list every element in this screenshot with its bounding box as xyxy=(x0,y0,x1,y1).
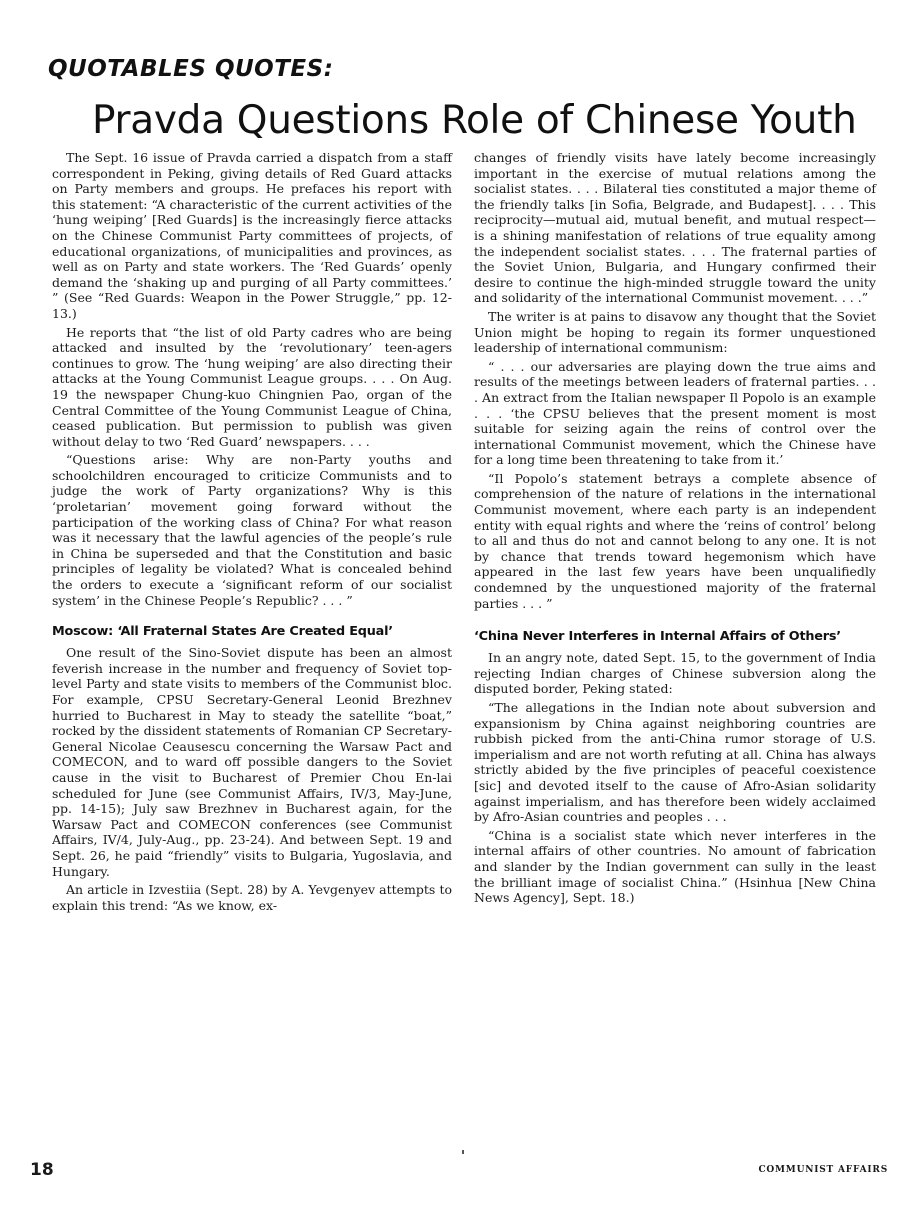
body-paragraph: One result of the Sino-Soviet dispute has been an almost feverish increase in the number and frequency of Soviet top-level Party and state visits to members of the Communist bloc. For example, CPSU Secretary-General Leonid Brezhnev hurried to Bucharest in May to steady the satellite “boat,” rocked by the dissident statements of Romanian CP Secretary-General Nicolae Ceausescu concerning the Warsaw Pact and COMECON, and to ward off possible dangers to the Soviet cause in the visit to Bucharest of Premier Chou En-lai scheduled for June (see Communist Affairs, IV/3, May-June, pp. 14-15); July saw Brezhnev in Bucharest again, for the Warsaw Pact and COMECON conferences (see Communist Affairs, IV/4, July-Aug., pp. 23-24). And between Sept. 19 and Sept. 26, he paid “friendly” visits to Bulgaria, Yugoslavia, and Hungary. xyxy=(52,645,452,879)
body-paragraph: The writer is at pains to disavow any thought that the Soviet Union might be hoping to regain its former unquestioned leadership of international communism: xyxy=(474,308,876,356)
body-paragraph: “ . . . our adversaries are playing down the true aims and results of the meetings between leaders of fraternal parties. . . . An extract from the Italian newspaper Il Popolo is an example . . . ‘the CPSU believes that the present moment is most suitable for seizing again the reins of control over the international Communist movement, which the Chinese have for a long time been threatening to take from it.’ xyxy=(474,358,876,468)
body-paragraph: “Il Popolo’s statement betrays a complete absence of comprehension of the nature of relations in the international Communist movement, where each party is an independent entity with equal rights and where the ‘reins of control’ belong to all and thus do not and cannot belong to any one. It is not by chance that trends toward hegemonism which have appeared in the last few years have been unqualifiedly condemned by the unquestioned majority of the fraternal parties . . . ” xyxy=(474,470,876,611)
left-column xyxy=(52,150,452,916)
body-paragraph: changes of friendly visits have lately become increasingly important in the exercise of mutual relations among the socialist states. . . . Bilateral ties constituted a major theme of the friendly talks [in Sofia, Belgrade, and Budapest]. . . . This reciprocity—mutual aid, mutual benefit, and mutual respect—is a shining manifestation of relations of true equality among the independent socialist states. . . . The fraternal parties of the Soviet Union, Bulgaria, and Hungary confirmed their desire to continue the high-minded struggle toward the unity and solidarity of the international Communist movement. . . .” xyxy=(474,150,876,306)
center-mark xyxy=(462,1150,464,1154)
page-number: 18 xyxy=(30,1160,54,1180)
section-kicker: QUOTABLES QUOTES: xyxy=(48,56,334,82)
body-paragraph: An article in Izvestiia (Sept. 28) by A. Yevgenyev attempts to explain this trend: “As we know, ex- xyxy=(52,882,452,913)
body-paragraph: The Sept. 16 issue of Pravda carried a dispatch from a staff correspondent in Peking, giving details of Red Guard attacks on Party members and groups. He prefaces his report with this statement: “A characteristic of the current activities of the ‘hung weiping’ [Red Guards] is the increasingly fierce attacks on the Chinese Communist Party committees of projects, of educational organizations, of municipalities and provinces, as well as on Party and state workers. The ‘Red Guards’ openly demand the ‘shaking up and purging of all Party committees.’ ” (See “Red Guards: Weapon in the Power Struggle,” pp. 12-13.) xyxy=(52,150,452,321)
right-column xyxy=(474,150,876,909)
body-paragraph: He reports that “the list of old Party cadres who are being attacked and insulted by the ‘revolutionary’ teen-agers continues to grow. The ‘hung weiping’ are also directing their attacks at the Young Communist League groups. . . . On Aug. 19 the newspaper Chung-kuo Chingnien Pao, organ of the Central Committee of the Young Communist League of China, ceased publication. But permission to publish was given without delay to two ‘Red Guard’ newspapers. . . . xyxy=(52,324,452,449)
body-paragraph: “Questions arise: Why are non-Party youths and schoolchildren encouraged to criticize Communists and to judge the work of Party organizations? Why is this ‘proletarian’ movement going forward without the participation of the working class of China? For what reason was it necessary that the lawful agencies of the people’s rule in China be superseded and that the Constitution and basic principles of legality be violated? What is concealed behind the orders to execute a ‘significant reform of our socialist system’ in the Chinese People’s Republic? . . . ” xyxy=(52,452,452,608)
body-paragraph: “The allegations in the Indian note about subversion and expansionism by China against neighboring countries are rubbish picked from the anti-China rumor storage of U.S. imperialism and are not worth refuting at all. China has always strictly abided by the five principles of peaceful coexistence [sic] and devoted itself to the cause of Afro-Asian solidarity against imperialism, and has therefore been widely acclaimed by Afro-Asian countries and peoples . . . xyxy=(474,700,877,825)
body-paragraph: “China is a socialist state which never interferes in the internal affairs of other countries. No amount of fabrication and slander by the Indian government can sully in the least the brilliant image of socialist China.” (Hsinhua [New China News Agency], Sept. 18.) xyxy=(474,827,876,906)
body-paragraph: In an angry note, dated Sept. 15, to the government of India rejecting Indian charges of Chinese subversion along the disputed border, Peking stated: xyxy=(474,650,876,697)
section-heading-moscow: Moscow: ‘All Fraternal States Are Created Equal’ xyxy=(52,624,393,640)
section-heading-china: ‘China Never Interferes in Internal Affairs of Others’ xyxy=(474,629,841,645)
publication-name: COMMUNIST AFFAIRS xyxy=(758,1165,888,1175)
article-title: Pravda Questions Role of Chinese Youth xyxy=(92,98,857,143)
